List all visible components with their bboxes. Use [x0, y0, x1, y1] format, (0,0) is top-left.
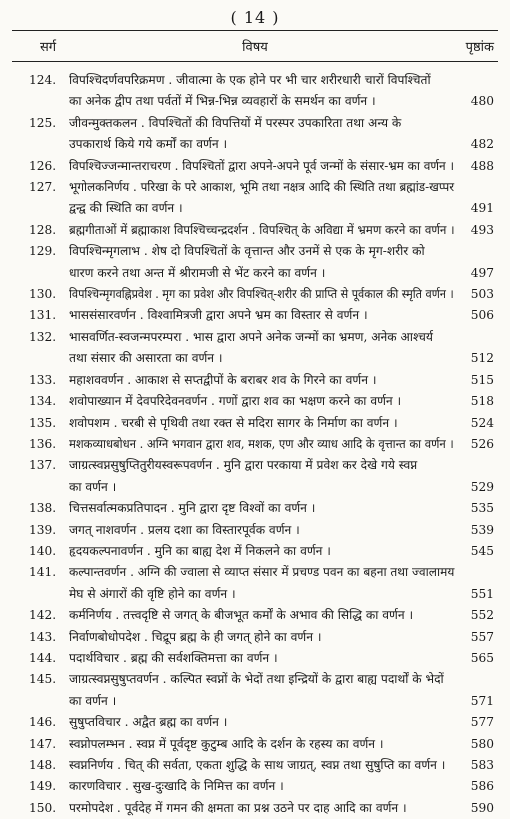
- entry-number: 136.: [29, 436, 57, 451]
- toc-entry: [12, 305, 498, 326]
- entry-page-number: 551: [470, 586, 494, 601]
- toc-entry: [12, 776, 498, 797]
- entry-number: 146.: [29, 715, 57, 730]
- toc-entry: [12, 177, 498, 220]
- toc-entry: [12, 241, 498, 284]
- entry-number: 132.: [29, 329, 57, 344]
- entry-page-number: 518: [470, 394, 494, 409]
- entry-text-line: विपश्चिज्जन्मान्तराचरण . विपश्चितों द्वारा अपने-अपने पूर्व जन्मों के संसार-भ्रम का वर्णन ।: [69, 158, 455, 173]
- entry-text-line: जाग्रत्स्वप्नसुषुप्तितुरीयस्वरूपवर्णन . मुनि द्वारा परकाया में प्रवेश कर देखे गये स्वप्न: [69, 458, 418, 473]
- entry-page-number: 552: [470, 608, 494, 623]
- entry-text-line: स्वप्नोपलम्भन . स्वप्न में पूर्वदृष्ट कुटुम्ब आदि के दर्शन के रहस्य का वर्णन ।: [69, 736, 384, 751]
- entry-text-line: शवोपशम . चरबी से पृथिवी तथा रक्त से मदिरा सागर के निर्माण का वर्णन ।: [69, 415, 398, 430]
- entry-page-number: 512: [470, 351, 494, 366]
- entry-page-number: 529: [470, 479, 494, 494]
- toc-entry: [12, 755, 498, 776]
- entry-page-number: 515: [470, 372, 494, 387]
- entry-text-line: का अनेक द्वीप तथा पर्वतों में भिन्न-भिन्न व्यवहारों के समर्थन का वर्णन ।: [69, 94, 376, 109]
- entry-page-number: 493: [470, 222, 494, 237]
- toc-entry: [12, 370, 498, 391]
- entry-page-number: 539: [470, 522, 494, 537]
- entry-number: 140.: [29, 543, 57, 558]
- toc-entry: [12, 605, 498, 626]
- entry-text-line: कल्पान्तवर्णन . अग्नि की ज्वाला से व्याप्त संसार में प्रचण्ड पवन का बहना तथा ज्वालामय: [69, 565, 455, 580]
- entry-text-line: द्वन्द्व की स्थिति का वर्णन ।: [69, 201, 183, 216]
- entry-number: 149.: [29, 779, 57, 794]
- entry-page-number: 480: [470, 94, 494, 109]
- toc-entry: [12, 798, 498, 819]
- entry-number: 139.: [29, 522, 57, 537]
- toc-entry: [12, 627, 498, 648]
- page-number: ( 14 ): [230, 8, 280, 27]
- entry-page-number: 557: [470, 629, 494, 644]
- entry-text-line: हृदयकल्पनावर्णन . मुनि का बाह्य देश में निकलने का वर्णन ।: [69, 543, 331, 558]
- entry-text-line: विपश्चिन्मृगवह्निप्रवेश . मृग का प्रवेश और विपश्चित्-शरीर की प्राप्ति से पूर्वकाल की स्मृति वर्णन ।: [69, 287, 454, 302]
- toc-entry: [12, 520, 498, 541]
- entry-page-number: 526: [470, 436, 494, 451]
- entry-number: 135.: [29, 415, 57, 430]
- header-vishay: विषय: [242, 40, 268, 55]
- entry-page-number: 583: [470, 758, 494, 772]
- contents-list: [12, 70, 498, 819]
- entry-text-line: उपकारार्थ किये गये कर्मों का वर्णन ।: [69, 137, 228, 152]
- entry-number: 130.: [29, 287, 57, 302]
- toc-entry: [12, 669, 498, 712]
- entry-text-line: शवोपाख्यान में देवपरिदेवनवर्णन . गणों द्वारा शव का भक्षण करने का वर्णन ।: [69, 394, 402, 409]
- entry-text-line: विपश्चिदर्णवपरिक्रमण . जीवात्मा के एक होने पर भी चार शरीरधारी चारों विपश्चितों: [69, 73, 431, 87]
- entry-text-line: कर्मनिर्णय . तत्त्वदृष्टि से जगत् के बीजभूत कर्मों के अभाव की सिद्धि का वर्णन ।: [69, 608, 414, 623]
- entry-text-line: भूगोलकनिर्णय . परिखा के परे आकाश, भूमि तथा नक्षत्र आदि की स्थिति तथा ब्रह्मांड-खप्पर: [69, 180, 455, 195]
- entry-page-number: 503: [470, 287, 494, 302]
- entry-page-number: 497: [470, 265, 494, 280]
- entry-number: 145.: [29, 672, 57, 687]
- entry-page-number: 488: [470, 158, 494, 173]
- entry-text-line: मेघ से अंगारों की वृष्टि होने का वर्णन ।: [69, 586, 236, 601]
- toc-entry: [12, 498, 498, 519]
- entry-number: 143.: [29, 629, 57, 644]
- entry-page-number: 535: [470, 501, 494, 516]
- toc-entry: [12, 562, 498, 605]
- entry-page-number: 586: [470, 779, 494, 794]
- entry-text-line: का वर्णन ।: [69, 693, 117, 708]
- entry-page-number: 590: [470, 800, 494, 815]
- table-header: [12, 30, 498, 62]
- entry-page-number: 491: [470, 201, 494, 216]
- entry-number: 131.: [29, 308, 57, 323]
- entry-number: 128.: [29, 222, 57, 237]
- entry-number: 127.: [29, 180, 57, 195]
- entry-page-number: 571: [470, 693, 494, 708]
- entry-number: 133.: [29, 372, 57, 387]
- entry-text-line: भाससंसारवर्णन . विश्वामित्रजी द्वारा अपने भ्रम का विस्तार से वर्णन ।: [69, 308, 368, 323]
- entry-number: 138.: [29, 501, 57, 516]
- entry-text-line: जाग्रत्स्वप्नसुषुप्तवर्णन . कल्पित स्वप्नों के भेदों तथा इन्द्रियों के द्वारा बाह्य पदार्थों के भेदों: [69, 672, 444, 687]
- entry-text-line: निर्वाणबोधोपदेश . चिद्रूप ब्रह्म के ही जगत् होने का वर्णन ।: [69, 629, 322, 644]
- entry-page-number: 577: [470, 715, 494, 730]
- toc-entry: [12, 434, 498, 455]
- toc-entry: [12, 648, 498, 669]
- toc-entry: [12, 113, 498, 156]
- entry-text-line: ब्रह्मगीताओं में ब्रह्माकाश विपश्चिच्चन्द्रदर्शन . विपश्चित् के अविद्या में भ्रमण करने का वर्णन ।: [69, 222, 455, 237]
- toc-entry: [12, 327, 498, 370]
- entry-number: 150.: [29, 800, 57, 815]
- entry-number: 134.: [29, 394, 57, 409]
- entry-text-line: महाशववर्णन . आकाश से सप्तद्वीपों के बराबर शव के गिरने का वर्णन ।: [69, 372, 377, 387]
- entry-page-number: 565: [470, 650, 494, 665]
- toc-entry: [12, 541, 498, 562]
- entry-number: 124.: [29, 73, 57, 87]
- entry-number: 147.: [29, 736, 57, 751]
- toc-entry: [12, 284, 498, 305]
- entry-page-number: 524: [470, 415, 494, 430]
- entry-number: 144.: [29, 650, 57, 665]
- entry-page-number: 545: [470, 543, 494, 558]
- entry-text-line: धारण करने तथा अन्त में श्रीरामजी से भेंट करने का वर्णन ।: [69, 265, 326, 280]
- entry-number: 126.: [29, 158, 57, 173]
- entry-text-line: भासवर्णित-स्वजन्मपरम्परा . भास द्वारा अपने अनेक जन्मों का भ्रमण, अनेक आश्चर्य: [69, 329, 433, 344]
- toc-entry: [12, 455, 498, 498]
- entry-number: 125.: [29, 115, 57, 130]
- header-prishthank: पृष्ठांक: [465, 40, 494, 55]
- entry-text-line: स्वप्ननिर्णय . चित् की सर्वता, एकता शुद्धि के साथ जाग्रत्, स्वप्न तथा सुषुप्ति का वर्णन ।: [69, 758, 446, 772]
- toc-entry: [12, 70, 498, 113]
- entry-number: 148.: [29, 758, 57, 772]
- entry-number: 129.: [29, 244, 57, 259]
- toc-entry: [12, 734, 498, 755]
- entry-text-line: सुषुप्तविचार . अद्वैत ब्रह्म का वर्णन ।: [69, 715, 228, 730]
- toc-entry: [12, 391, 498, 412]
- entry-page-number: 482: [470, 137, 494, 152]
- entry-number: 137.: [29, 458, 57, 473]
- entry-number: 142.: [29, 608, 57, 623]
- entry-text-line: जगत् नाशवर्णन . प्रलय दशा का विस्तारपूर्वक वर्णन ।: [69, 522, 300, 537]
- toc-entry: [12, 712, 498, 733]
- toc-entry: [12, 413, 498, 434]
- entry-number: 141.: [29, 565, 57, 580]
- entry-text-line: तथा संसार की असारता का वर्णन ।: [69, 351, 223, 366]
- entry-text-line: चित्तसर्वात्मकप्रतिपादन . मुनि द्वारा दृष्ट विश्वों का वर्णन ।: [69, 501, 316, 516]
- toc-entry: [12, 156, 498, 177]
- entry-text-line: जीवन्मुक्तकलन . विपश्चितों की विपत्तियों में परस्पर उपकारिता तथा अन्य के: [69, 115, 402, 130]
- entry-text-line: मशकव्याधबोधन . अग्नि भगवान द्वारा शव, मशक, एण और व्याध आदि के वृत्तान्त का वर्णन ।: [69, 436, 454, 451]
- entry-page-number: 580: [470, 736, 494, 751]
- entry-text-line: कारणविचार . सुख-दुःखादि के निमित्त का वर्णन ।: [69, 779, 284, 794]
- entry-text-line: परमोपदेश . पूर्वदेह में गमन की क्षमता का प्रश्न उठने पर दाह आदि का वर्णन ।: [69, 800, 407, 815]
- toc-entry: [12, 220, 498, 241]
- entry-text-line: विपश्चिन्मृगलाभ . शेष दो विपश्चितों के वृत्तान्त और उनमें से एक के मृग-शरीर को: [69, 244, 425, 259]
- entry-text-line: पदार्थविचार . ब्रह्म की सर्वशक्तिमत्ता का वर्णन ।: [69, 650, 278, 665]
- entry-page-number: 506: [470, 308, 494, 323]
- entry-text-line: का वर्णन ।: [69, 479, 117, 494]
- header-sarg: सर्ग: [40, 40, 57, 55]
